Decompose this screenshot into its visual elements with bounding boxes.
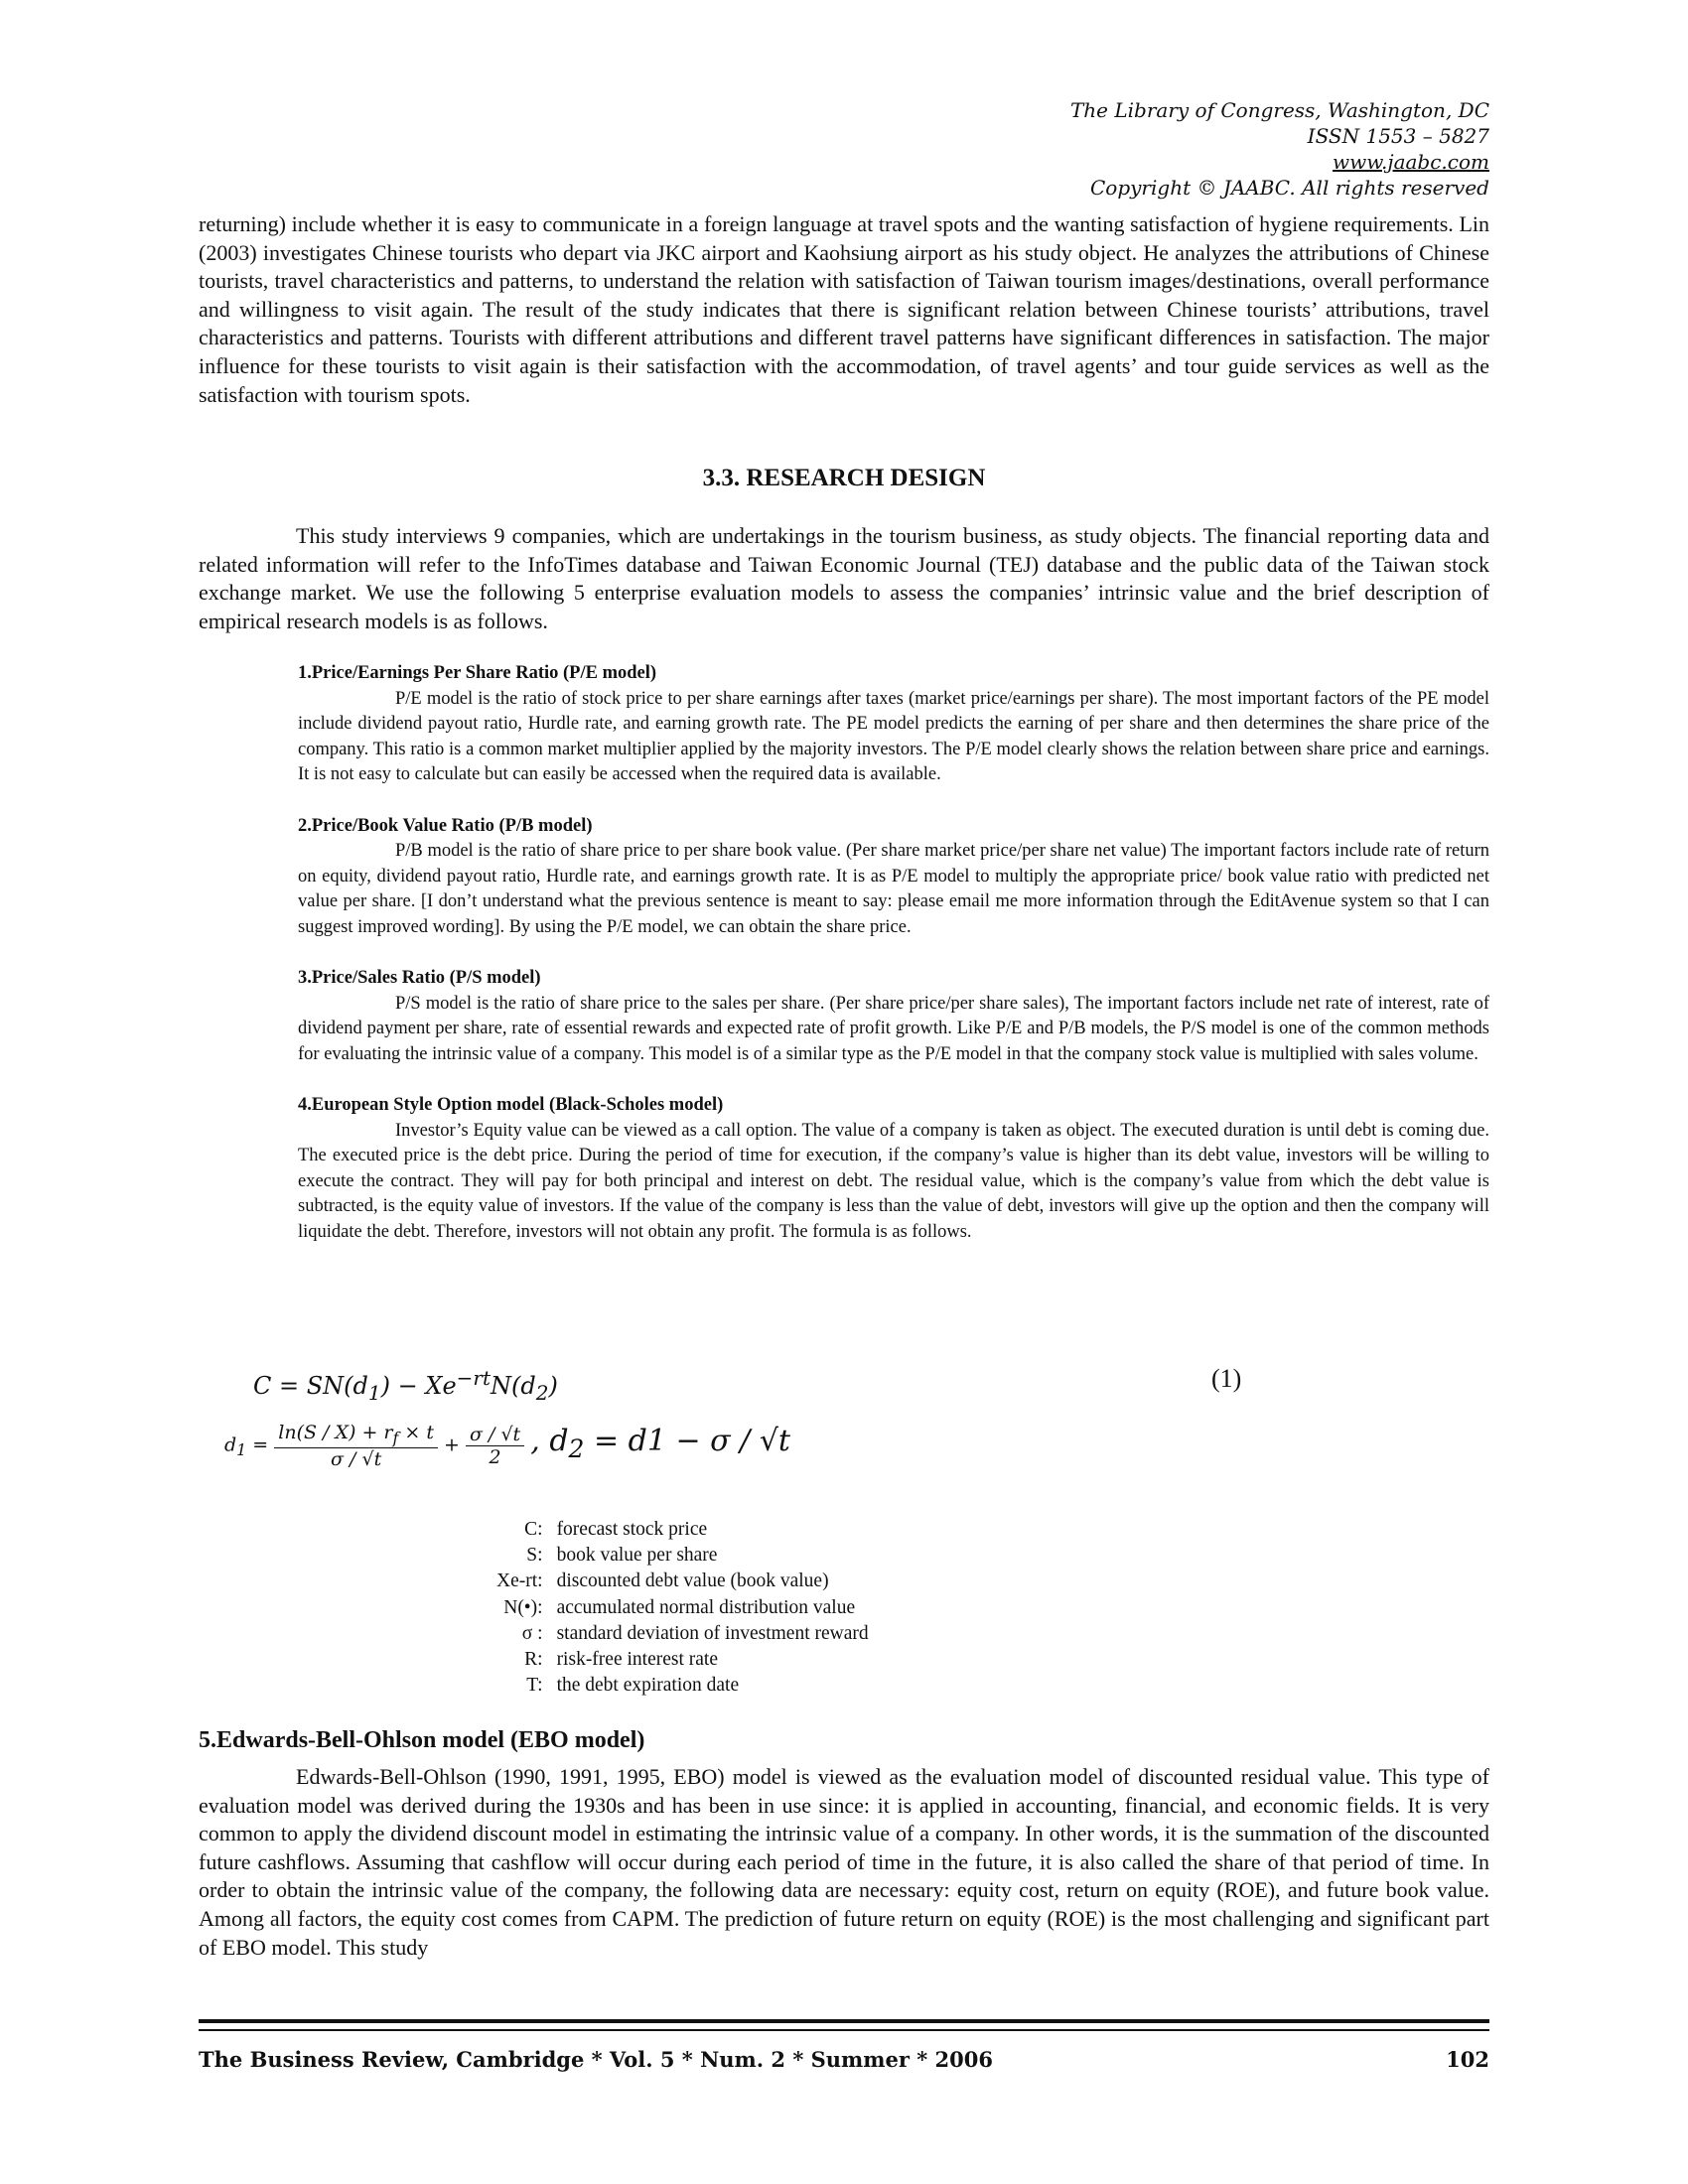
- model-list: [298, 661, 1489, 1271]
- header-issn: ISSN 1553 – 5827: [1307, 124, 1489, 148]
- list-item: Xe-rt: discounted debt value (book value): [496, 1570, 829, 1592]
- header-copyright: Copyright © JAABC. All rights reserved: [1089, 176, 1489, 200]
- list-item: R: risk-free interest rate: [524, 1649, 718, 1671]
- intro-paragraph: returning) include whether it is easy to communicate in a foreign language at travel spots and the wanting satisfaction of hygiene requirements. Lin (2003) investigates Chinese tourists who depart via JKC airport and Kaohsiung airport as his study object. He analyzes the attributions of Chinese tourists, travel characteristics and patterns, to understand the relation with satisfaction of Taiwan tourism images/destinations, overall performance and willingness to visit again. The result of the study indicates that there is significant relation between Chinese tourists’ attributions, travel characteristics and patterns. Tourists with different attributions and different travel patterns have significant differences in satisfaction. The major influence for these tourists to visit again is their satisfaction with the accommodation, of travel agents’ and tour guide services as well as the satisfaction with tourism spots.: [199, 211, 1489, 407]
- list-item: σ : standard deviation of investment reward: [521, 1622, 869, 1644]
- document-page: [199, 0, 1489, 2184]
- model-description: P/S model is the ratio of share price to the sales per share. (Per share price/per share sales), The important factors include net rate of interest, rate of dividend payment per share, rate of essential rewards and expected rate of profit growth. Like P/E and P/B models, the P/S model is one of the common methods for evaluating the intrinsic value of a company. This model is of a similar type as the P/E model in that the company stock value is multiplied with sales volume.: [298, 993, 1489, 1064]
- model-title: 3.Price/Sales Ratio (P/S model): [298, 968, 541, 988]
- footer-divider: [199, 2019, 1489, 2031]
- d2-formula-tail: d1 − σ / √t: [628, 1424, 790, 1459]
- header-library: The Library of Congress, Washington, DC: [1069, 98, 1489, 122]
- variable-definitions: [496, 1517, 869, 1699]
- black-scholes-formula: $C = SN(d_1) - Xe^{-rt}N(d_2)$: [253, 1366, 558, 1405]
- model-title: 2.Price/Book Value Ratio (P/B model): [298, 815, 593, 836]
- list-item: C: forecast stock price: [524, 1519, 708, 1540]
- model-description: P/E model is the ratio of stock price to per share earnings after taxes (market price/earnings per share). The most important factors of the PE model include dividend payout ratio, Hurdle rate, and earning growth rate. The PE model predicts the earning of per share and then determines the share price of the company. This ratio is a common market multiplier applied by the majority investors. The P/E model clearly shows the relation between share price and earnings. It is not easy to calculate but can easily be accessed when the required data is available.: [298, 688, 1489, 784]
- model-description: Investor’s Equity value can be viewed as a call option. The value of a company is taken as object. The executed duration is until debt is coming due. The executed price is the debt price. During the period of time for execution, if the company’s value is higher than its debt value, investors will be willing to execute the contract. They will pay for both principal and interest on debt. The residual value, which is the company’s value from which the debt value is subtracted, is the equity value of investors. If the value of the company is less than the value of debt, investors will give up the option and then the company will liquidate the debt. Therefore, investors will not obtain any profit. The formula is as follows.: [298, 1120, 1489, 1242]
- ebo-heading: 5.Edwards-Bell-Ohlson model (EBO model): [199, 1727, 645, 1753]
- d-formula: $d_1$ = $\frac{\ln(S / X) + r_f \times t}{\sigma / √t}$ + $\frac{\sigma / √t}{2}$ , $d_2 = d1 - \sigma / √t$: [224, 1422, 790, 1470]
- page-number: 102: [1446, 2047, 1489, 2072]
- ebo-paragraph: Edwards-Bell-Ohlson (1990, 1991, 1995, EBO) model is viewed as the evaluation model of discounted residual value. This type of evaluation model was derived during the 1930s and has been in use since: it is applied in accounting, financial, and economic fields. It is very common to apply the dividend discount model in estimating the intrinsic value of a company. In other words, it is the summation of the discounted future cashflows. Assuming that cashflow will occur during each period of time in the future, it is also called the share of that period of time. In order to obtain the intrinsic value of the company, the following data are necessary: equity cost, return on equity (ROE), and future book value. Among all factors, the equity cost comes from CAPM. The prediction of future return on equity (ROE) is the most challenging and significant part of EBO model. This study: [199, 1764, 1489, 1960]
- page-footer: [199, 2047, 1489, 2072]
- model-title: 4.European Style Option model (Black-Scholes model): [298, 1095, 724, 1115]
- research-design-paragraph: This study interviews 9 companies, which are undertakings in the tourism business, as study objects. The financial reporting data and related information will refer to the InfoTimes database and Taiwan Economic Journal (TEJ) database and the public data of the Taiwan stock exchange market. We use the following 5 enterprise evaluation models to assess the companies’ intrinsic value and the brief description of empirical research models is as follows.: [199, 523, 1489, 633]
- page-header: [1070, 97, 1489, 201]
- model-description: P/B model is the ratio of share price to per share book value. (Per share market price/per share net value) The important factors include rate of return on equity, dividend payout ratio, Hurdle rate, and earnings growth rate. It is as P/E model to multiply the appropriate price/ book value ratio with predicted net value per share. [I don’t understand what the previous sentence is meant to say: please email me more information through the EditAvenue system so that I can suggest improved wording]. By using the P/E model, we can obtain the share price.: [298, 841, 1489, 937]
- list-item: N(•): accumulated normal distribution value: [503, 1596, 856, 1618]
- footer-journal: The Business Review, Cambridge * Vol. 5 * Num. 2 * Summer * 2006: [199, 2047, 993, 2072]
- header-website-link[interactable]: www.jaabc.com: [1333, 150, 1489, 174]
- model-title: 1.Price/Earnings Per Share Ratio (P/E model): [298, 663, 657, 683]
- list-item: S: book value per share: [526, 1545, 718, 1567]
- section-heading: 3.3. RESEARCH DESIGN: [702, 465, 986, 491]
- list-item: T: the debt expiration date: [526, 1675, 740, 1697]
- equation-number: (1): [1211, 1364, 1242, 1393]
